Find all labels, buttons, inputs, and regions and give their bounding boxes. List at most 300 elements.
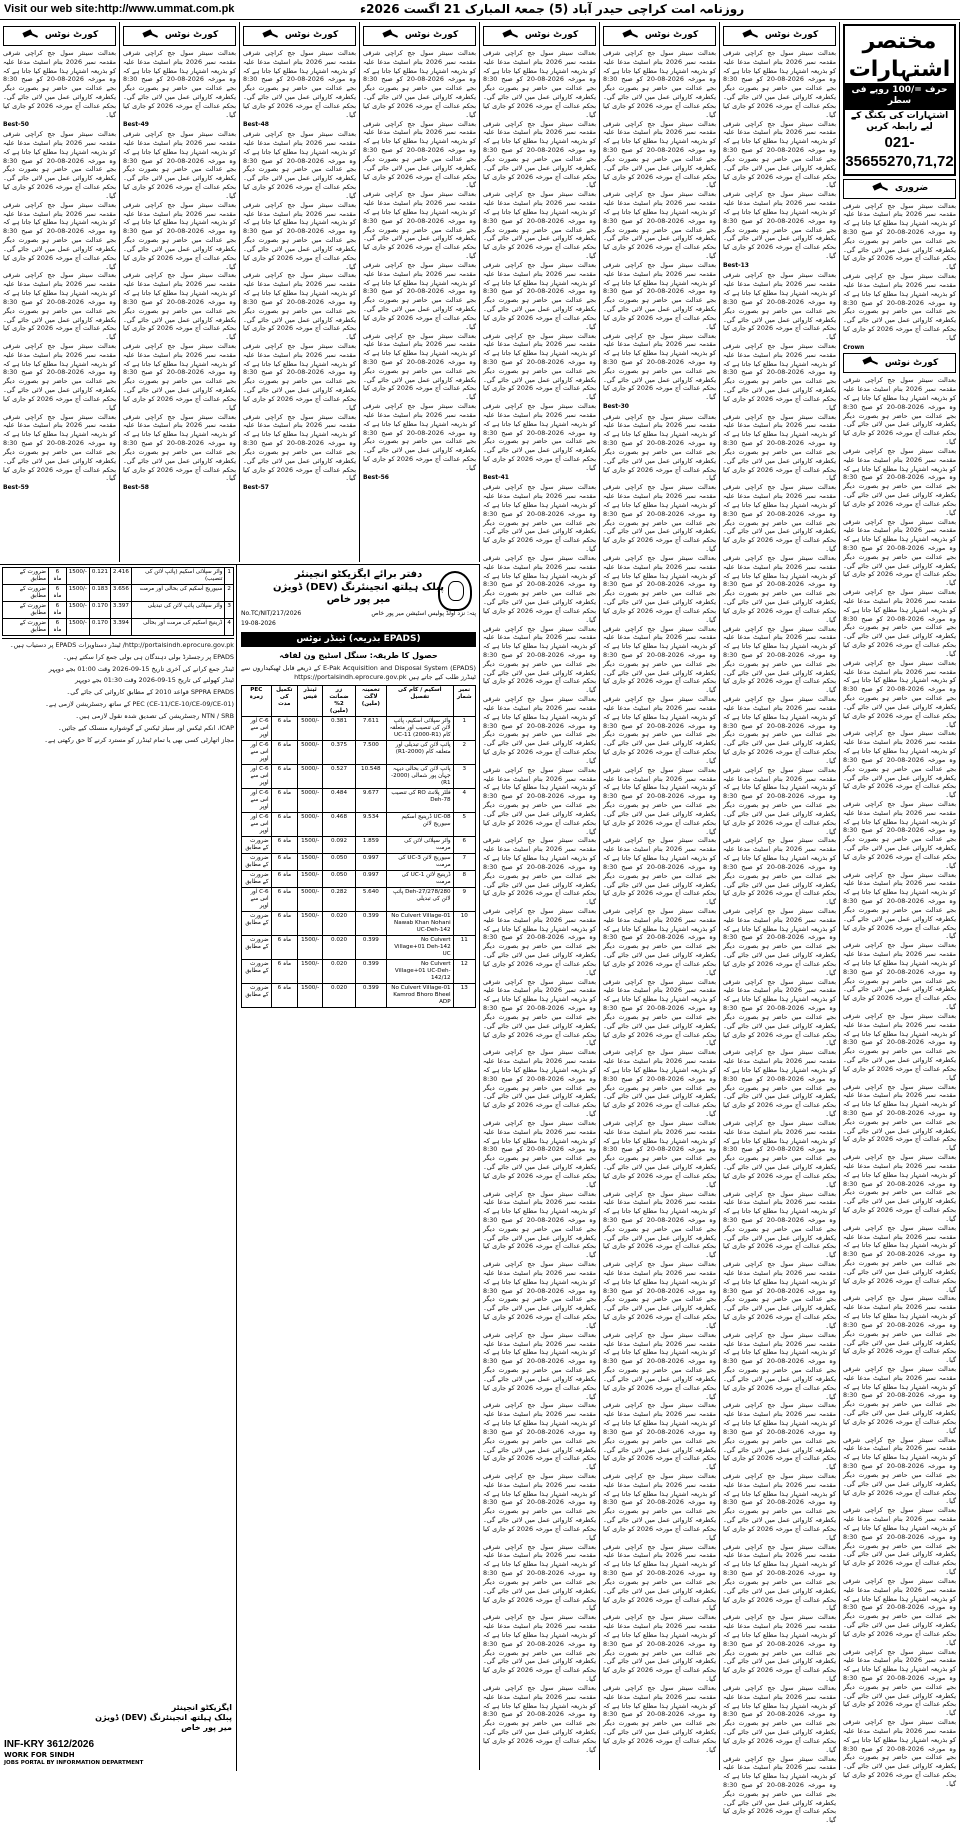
notice-body: بعدالت سینئر سول جج کراچی شرقی مقدمہ نمبر 2026 بنام اسٹیٹ مدعا علیہ کو بذریعہ اشتہار ہذا مطلع کیا جاتا ہے کہ وہ مورخہ 2026-08-20 کو صبح 8:30 بجے عدالت میں حاضر ہو بصورت دیگر یکطرفہ کاروائی عمل میں لائی جائے گی۔ بحکم عدالت آج مورخہ 2026 کو جاری کیا گیا۔ xyxy=(723,836,836,907)
notice-body: بعدالت سینئر سول جج کراچی شرقی مقدمہ نمبر 2026 بنام اسٹیٹ مدعا علیہ کو بذریعہ اشتہار ہذا مطلع کیا جاتا ہے کہ وہ مورخہ 2026-08-20 کو صبح 8:30 بجے عدالت میں حاضر ہو بصورت دیگر یکطرفہ کاروائی عمل میں لائی جائے گی۔ بحکم عدالت آج مورخہ 2026 کو جاری کیا گیا۔ xyxy=(603,625,716,696)
notice-body: بعدالت سینئر سول جج کراچی شرقی مقدمہ نمبر 2026 بنام اسٹیٹ مدعا علیہ کو بذریعہ اشتہار ہذا مطلع کیا جاتا ہے کہ وہ مورخہ 2026-08-20 کو صبح 8:30 بجے عدالت میں حاضر ہو بصورت دیگر یکطرفہ کاروائی عمل میں لائی جائے گی۔ بحکم عدالت آج مورخہ 2026 کو جاری کیا گیا۔ xyxy=(363,190,476,261)
table-header-cell: تخمینہ لاگت (ملین) xyxy=(355,686,386,717)
work-description: Deh-27/278/280 پائپ لائن کی تبدیلی xyxy=(386,888,453,912)
earnest-money: 0.092 xyxy=(323,837,355,854)
notice-body: بعدالت سینئر سول جج کراچی شرقی مقدمہ نمبر 2026 بنام اسٹیٹ مدعا علیہ کو بذریعہ اشتہار ہذا مطلع کیا جاتا ہے کہ وہ مورخہ 2026-08-20 کو صبح 8:30 بجے عدالت میں حاضر ہو بصورت دیگر یکطرفہ کاروائی عمل میں لائی جائے گی۔ بحکم عدالت آج مورخہ 2026 کو جاری کیا گیا۔ xyxy=(723,978,836,1049)
completion-time: 6 ماہ xyxy=(271,854,297,871)
notice-body: بعدالت سینئر سول جج کراچی شرقی مقدمہ نمبر 2026 بنام اسٹیٹ مدعا علیہ کو بذریعہ اشتہار ہذا مطلع کیا جاتا ہے کہ وہ مورخہ 2026-08-20 کو صبح 8:30 بجے عدالت میں حاضر ہو بصورت دیگر یکطرفہ کاروائی عمل میں لائی جائے گی۔ بحکم عدالت آج مورخہ 2026 کو جاری کیا گیا۔ xyxy=(483,120,596,191)
work-description: واٹر سپلائی پائپ لائن کی تبدیلی xyxy=(131,601,225,618)
completion-time: 6 ماہ xyxy=(271,717,297,741)
tender-fee: 1500/- xyxy=(66,568,89,585)
tender-term: ٹینڈر جمع کرانے کی آخری تاریخ 15-09-2026 وقت 01:00 بجے دوپہر xyxy=(2,665,234,674)
notice-body: بعدالت سینئر سول جج کراچی شرقی مقدمہ نمبر 2026 بنام اسٹیٹ مدعا علیہ کو بذریعہ اشتہار ہذا مطلع کیا جاتا ہے کہ وہ مورخہ 2026-08-20 کو صبح 8:30 بجے عدالت میں حاضر ہو بصورت دیگر یکطرفہ کاروائی عمل میں لائی جائے گی۔ بحکم عدالت آج مورخہ 2026 کو جاری کیا گیا۔ xyxy=(363,261,476,332)
work-description: پائپ لائن کی تبدیلی اور متعلقہ کام (2000-R1) xyxy=(386,741,453,765)
tender-term: PEC (CE-11/CE-10/CE-09/CE-01) کے ساتھ رجسٹریشن لازمی ہے۔ xyxy=(2,700,234,709)
table-row xyxy=(242,854,476,871)
notice-body: بعدالت سینئر سول جج کراچی شرقی مقدمہ نمبر 2026 بنام اسٹیٹ مدعا علیہ کو بذریعہ اشتہار ہذا مطلع کیا جاتا ہے کہ وہ مورخہ 2026-08-20 کو صبح 8:30 بجے عدالت میں حاضر ہو بصورت دیگر یکطرفہ کاروائی عمل میں لائی جائے گی۔ بحکم عدالت آج مورخہ 2026 کو جاری کیا گیا۔ xyxy=(483,766,596,837)
notice-body: بعدالت سینئر سول جج کراچی شرقی مقدمہ نمبر 2026 بنام اسٹیٹ مدعا علیہ کو بذریعہ اشتہار ہذا مطلع کیا جاتا ہے کہ وہ مورخہ 2026-08-20 کو صبح 8:30 بجے عدالت میں حاضر ہو بصورت دیگر یکطرفہ کاروائی عمل میں لائی جائے گی۔ بحکم عدالت آج مورخہ 2026 کو جاری کیا گیا۔ xyxy=(603,766,716,837)
tender-table-top xyxy=(2,567,234,636)
notice-body: بعدالت سینئر سول جج کراچی شرقی مقدمہ نمبر 2026 بنام اسٹیٹ مدعا علیہ کو بذریعہ اشتہار ہذا مطلع کیا جاتا ہے کہ وہ مورخہ 2026-08-20 کو صبح 8:30 بجے عدالت میں حاضر ہو بصورت دیگر یکطرفہ کاروائی عمل میں لائی جائے گی۔ بحکم عدالت آج مورخہ 2026 کو جاری کیا گیا۔ xyxy=(843,202,956,273)
work-description: ڈرینیج اسکیم کی مرمت اور بحالی xyxy=(131,618,225,635)
notice-code: Best-30 xyxy=(603,403,716,411)
notice-body: بعدالت سینئر سول جج کراچی شرقی مقدمہ نمبر 2026 بنام اسٹیٹ مدعا علیہ کو بذریعہ اشتہار ہذا مطلع کیا جاتا ہے کہ وہ مورخہ 2026-08-20 کو صبح 8:30 بجے عدالت میں حاضر ہو بصورت دیگر یکطرفہ کاروائی عمل میں لائی جائے گی۔ بحکم عدالت آج مورخہ 2026 کو جاری کیا گیا۔ xyxy=(843,1083,956,1154)
notice-body: بعدالت سینئر سول جج کراچی شرقی مقدمہ نمبر 2026 بنام اسٹیٹ مدعا علیہ کو بذریعہ اشتہار ہذا مطلع کیا جاتا ہے کہ وہ مورخہ 2026-08-20 کو صبح 8:30 بجے عدالت میں حاضر ہو بصورت دیگر یکطرفہ کاروائی عمل میں لائی جائے گی۔ بحکم عدالت آج مورخہ 2026 کو جاری کیا گیا۔ xyxy=(723,1260,836,1331)
place-name: میر پور خاص xyxy=(241,594,476,607)
notice-body: بعدالت سینئر سول جج کراچی شرقی مقدمہ نمبر 2026 بنام اسٹیٹ مدعا علیہ کو بذریعہ اشتہار ہذا مطلع کیا جاتا ہے کہ وہ مورخہ 2026-08-20 کو صبح 8:30 بجے عدالت میں حاضر ہو بصورت دیگر یکطرفہ کاروائی عمل میں لائی جائے گی۔ بحکم عدالت آج مورخہ 2026 کو جاری کیا گیا۔ xyxy=(723,342,836,413)
table-header-cell: زر ضمانت 2% (ملین) xyxy=(323,686,355,717)
table-row xyxy=(242,717,476,741)
earnest-money: 0.121 xyxy=(89,568,110,585)
notice-body: بعدالت سینئر سول جج کراچی شرقی مقدمہ نمبر 2026 بنام اسٹیٹ مدعا علیہ کو بذریعہ اشتہار ہذا مطلع کیا جاتا ہے کہ وہ مورخہ 2026-08-20 کو صبح 8:30 بجے عدالت میں حاضر ہو بصورت دیگر یکطرفہ کاروائی عمل میں لائی جائے گی۔ بحکم عدالت آج مورخہ 2026 کو جاری کیا گیا۔ xyxy=(3,413,116,484)
booking-line: اشتہارات کی بکنگ کے لیے رابطہ کریں xyxy=(845,110,954,135)
notice-body: بعدالت سینئر سول جج کراچی شرقی مقدمہ نمبر 2026 بنام اسٹیٹ مدعا علیہ کو بذریعہ اشتہار ہذا مطلع کیا جاتا ہے کہ وہ مورخہ 2026-08-20 کو صبح 8:30 بجے عدالت میں حاضر ہو بصورت دیگر یکطرفہ کاروائی عمل میں لائی جائے گی۔ بحکم عدالت آج مورخہ 2026 کو جاری کیا گیا۔ xyxy=(483,1331,596,1402)
tender-footer xyxy=(4,1703,232,1767)
notice-body: بعدالت سینئر سول جج کراچی شرقی مقدمہ نمبر 2026 بنام اسٹیٹ مدعا علیہ کو بذریعہ اشتہار ہذا مطلع کیا جاتا ہے کہ وہ مورخہ 2026-08-20 کو صبح 8:30 بجے عدالت میں حاضر ہو بصورت دیگر یکطرفہ کاروائی عمل میں لائی جائے گی۔ بحکم عدالت آج مورخہ 2026 کو جاری کیا گیا۔ xyxy=(483,1613,596,1684)
serial-number: 12 xyxy=(453,959,475,983)
tender-fee: 1500/- xyxy=(298,983,323,1007)
table-header-cell: نمبر شمار xyxy=(453,686,475,717)
work-description: 01-No Culvert Village Kamrod Bhoro Bheel ADP xyxy=(386,983,453,1007)
dateline: روزنامہ امت کراچی حیدر آباد (5) جمعۃ المبارک 21 اگست 2026ء xyxy=(360,2,744,17)
notice-body: بعدالت سینئر سول جج کراچی شرقی مقدمہ نمبر 2026 بنام اسٹیٹ مدعا علیہ کو بذریعہ اشتہار ہذا مطلع کیا جاتا ہے کہ وہ مورخہ 2026-08-20 کو صبح 8:30 بجے عدالت میں حاضر ہو بصورت دیگر یکطرفہ کاروائی عمل میں لائی جائے گی۔ بحکم عدالت آج مورخہ 2026 کو جاری کیا گیا۔ xyxy=(123,49,236,120)
completion-time: 6 ماہ xyxy=(271,888,297,912)
notice-code: Best-48 xyxy=(243,121,356,129)
notice-body: بعدالت سینئر سول جج کراچی شرقی مقدمہ نمبر 2026 بنام اسٹیٹ مدعا علیہ کو بذریعہ اشتہار ہذا مطلع کیا جاتا ہے کہ وہ مورخہ 2026-08-20 کو صبح 8:30 بجے عدالت میں حاضر ہو بصورت دیگر یکطرفہ کاروائی عمل میں لائی جائے گی۔ بحکم عدالت آج مورخہ 2026 کو جاری کیا گیا۔ xyxy=(843,729,956,800)
pec-category: ضرورت کے مطابق xyxy=(242,935,272,959)
notice-body: بعدالت سینئر سول جج کراچی شرقی مقدمہ نمبر 2026 بنام اسٹیٹ مدعا علیہ کو بذریعہ اشتہار ہذا مطلع کیا جاتا ہے کہ وہ مورخہ 2026-08-20 کو صبح 8:30 بجے عدالت میں حاضر ہو بصورت دیگر یکطرفہ کاروائی عمل میں لائی جائے گی۔ بحکم عدالت آج مورخہ 2026 کو جاری کیا گیا۔ xyxy=(483,1190,596,1261)
table-row xyxy=(242,765,476,789)
pec-category: ضرورت کے مطابق xyxy=(242,959,272,983)
estimated-cost: 3.397 xyxy=(110,601,131,618)
serial-number: 4 xyxy=(225,618,234,635)
work-description: فلٹر پلانٹ RO کی تنصیب Deh-78 xyxy=(386,789,453,813)
serial-number: 8 xyxy=(453,871,475,888)
notice-body: بعدالت سینئر سول جج کراچی شرقی مقدمہ نمبر 2026 بنام اسٹیٹ مدعا علیہ کو بذریعہ اشتہار ہذا مطلع کیا جاتا ہے کہ وہ مورخہ 2026-08-20 کو صبح 8:30 بجے عدالت میں حاضر ہو بصورت دیگر یکطرفہ کاروائی عمل میں لائی جائے گی۔ بحکم عدالت آج مورخہ 2026 کو جاری کیا گیا۔ xyxy=(603,978,716,1049)
notice-body: بعدالت سینئر سول جج کراچی شرقی مقدمہ نمبر 2026 بنام اسٹیٹ مدعا علیہ کو بذریعہ اشتہار ہذا مطلع کیا جاتا ہے کہ وہ مورخہ 2026-08-20 کو صبح 8:30 بجے عدالت میں حاضر ہو بصورت دیگر یکطرفہ کاروائی عمل میں لائی جائے گی۔ بحکم عدالت آج مورخہ 2026 کو جاری کیا گیا۔ xyxy=(843,1365,956,1436)
notice-body: بعدالت سینئر سول جج کراچی شرقی مقدمہ نمبر 2026 بنام اسٹیٹ مدعا علیہ کو بذریعہ اشتہار ہذا مطلع کیا جاتا ہے کہ وہ مورخہ 2026-08-20 کو صبح 8:30 بجے عدالت میں حاضر ہو بصورت دیگر یکطرفہ کاروائی عمل میں لائی جائے گی۔ بحکم عدالت آج مورخہ 2026 کو جاری کیا گیا۔ xyxy=(483,1472,596,1543)
pec-category: C-6 اور اس سے اوپر xyxy=(242,741,272,765)
notice-body: بعدالت سینئر سول جج کراچی شرقی مقدمہ نمبر 2026 بنام اسٹیٹ مدعا علیہ کو بذریعہ اشتہار ہذا مطلع کیا جاتا ہے کہ وہ مورخہ 2026-08-20 کو صبح 8:30 بجے عدالت میں حاضر ہو بصورت دیگر یکطرفہ کاروائی عمل میں لائی جائے گی۔ بحکم عدالت آج مورخہ 2026 کو جاری کیا گیا۔ xyxy=(603,190,716,261)
tender-fee: 5000/- xyxy=(298,789,323,813)
notice-body: بعدالت سینئر سول جج کراچی شرقی مقدمہ نمبر 2026 بنام اسٹیٹ مدعا علیہ کو بذریعہ اشتہار ہذا مطلع کیا جاتا ہے کہ وہ مورخہ 2026-08-20 کو صبح 8:30 بجے عدالت میں حاضر ہو بصورت دیگر یکطرفہ کاروائی عمل میں لائی جائے گی۔ بحکم عدالت آج مورخہ 2026 کو جاری کیا گیا۔ xyxy=(603,1401,716,1472)
work-description: 01-No Culvert Village Nawab Khan Nohani UC-Deh-142 xyxy=(386,911,453,935)
court-notice-banner: کورٹ نوٹس xyxy=(483,26,596,46)
inf-number: INF-KRY 3612/2026 xyxy=(4,1739,232,1752)
table-row xyxy=(242,789,476,813)
office-name: دفتر برائے ایگزیکٹو انجینئر xyxy=(241,569,476,582)
notice-body: بعدالت سینئر سول جج کراچی شرقی مقدمہ نمبر 2026 بنام اسٹیٹ مدعا علیہ کو بذریعہ اشتہار ہذا مطلع کیا جاتا ہے کہ وہ مورخہ 2026-08-20 کو صبح 8:30 بجے عدالت میں حاضر ہو بصورت دیگر یکطرفہ کاروائی عمل میں لائی جائے گی۔ بحکم عدالت آج مورخہ 2026 کو جاری کیا گیا۔ xyxy=(603,554,716,625)
reference-line xyxy=(241,610,476,618)
notice-body: بعدالت سینئر سول جج کراچی شرقی مقدمہ نمبر 2026 بنام اسٹیٹ مدعا علیہ کو بذریعہ اشتہار ہذا مطلع کیا جاتا ہے کہ وہ مورخہ 2026-08-20 کو صبح 8:30 بجے عدالت میں حاضر ہو بصورت دیگر یکطرفہ کاروائی عمل میں لائی جائے گی۔ بحکم عدالت آج مورخہ 2026 کو جاری کیا گیا۔ xyxy=(243,130,356,201)
notice-body: بعدالت سینئر سول جج کراچی شرقی مقدمہ نمبر 2026 بنام اسٹیٹ مدعا علیہ کو بذریعہ اشتہار ہذا مطلع کیا جاتا ہے کہ وہ مورخہ 2026-08-20 کو صبح 8:30 بجے عدالت میں حاضر ہو بصورت دیگر یکطرفہ کاروائی عمل میں لائی جائے گی۔ بحکم عدالت آج مورخہ 2026 کو جاری کیا گیا۔ xyxy=(723,49,836,120)
estimated-cost: 0.399 xyxy=(355,959,386,983)
table-row xyxy=(242,813,476,837)
estimated-cost: 0.399 xyxy=(355,911,386,935)
ref-address: پتہ: نزد اولڈ پولیس اسٹیشن میر پور خاص xyxy=(371,610,476,618)
notice-body: بعدالت سینئر سول جج کراچی شرقی مقدمہ نمبر 2026 بنام اسٹیٹ مدعا علیہ کو بذریعہ اشتہار ہذا مطلع کیا جاتا ہے کہ وہ مورخہ 2026-08-20 کو صبح 8:30 بجے عدالت میں حاضر ہو بصورت دیگر یکطرفہ کاروائی عمل میں لائی جائے گی۔ بحکم عدالت آج مورخہ 2026 کو جاری کیا گیا۔ xyxy=(483,625,596,696)
jobs-portal: JOBS PORTAL BY INFORMATION DEPARTMENT xyxy=(4,1760,232,1767)
notice-body: بعدالت سینئر سول جج کراچی شرقی مقدمہ نمبر 2026 بنام اسٹیٹ مدعا علیہ کو بذریعہ اشتہار ہذا مطلع کیا جاتا ہے کہ وہ مورخہ 2026-08-20 کو صبح 8:30 بجے عدالت میں حاضر ہو بصورت دیگر یکطرفہ کاروائی عمل میں لائی جائے گی۔ بحکم عدالت آج مورخہ 2026 کو جاری کیا گیا۔ xyxy=(843,1648,956,1719)
tender-notice xyxy=(0,564,480,1770)
tender-fee: 5000/- xyxy=(298,765,323,789)
notice-body: بعدالت سینئر سول جج کراچی شرقی مقدمہ نمبر 2026 بنام اسٹیٹ مدعا علیہ کو بذریعہ اشتہار ہذا مطلع کیا جاتا ہے کہ وہ مورخہ 2026-08-20 کو صبح 8:30 بجے عدالت میں حاضر ہو بصورت دیگر یکطرفہ کاروائی عمل میں لائی جائے گی۔ بحکم عدالت آج مورخہ 2026 کو جاری کیا گیا۔ xyxy=(3,49,116,120)
notice-body: بعدالت سینئر سول جج کراچی شرقی مقدمہ نمبر 2026 بنام اسٹیٹ مدعا علیہ کو بذریعہ اشتہار ہذا مطلع کیا جاتا ہے کہ وہ مورخہ 2026-08-20 کو صبح 8:30 بجے عدالت میں حاضر ہو بصورت دیگر یکطرفہ کاروائی عمل میں لائی جائے گی۔ بحکم عدالت آج مورخہ 2026 کو جاری کیا گیا۔ xyxy=(3,271,116,342)
table-row xyxy=(3,584,234,601)
work-description: واٹر سپلائی اسکیم، پائپ لائن کی تنصیب اور متعلقہ کام UC-11 (2000-R1) xyxy=(386,717,453,741)
completion-time: 6 ماہ xyxy=(271,765,297,789)
pec-category: ضرورت کے مطابق xyxy=(3,618,49,635)
notice-body: بعدالت سینئر سول جج کراچی شرقی مقدمہ نمبر 2026 بنام اسٹیٹ مدعا علیہ کو بذریعہ اشتہار ہذا مطلع کیا جاتا ہے کہ وہ مورخہ 2026-08-20 کو صبح 8:30 بجے عدالت میں حاضر ہو بصورت دیگر یکطرفہ کاروائی عمل میں لائی جائے گی۔ بحکم عدالت آج مورخہ 2026 کو جاری کیا گیا۔ xyxy=(843,1294,956,1365)
notice-body: بعدالت سینئر سول جج کراچی شرقی مقدمہ نمبر 2026 بنام اسٹیٹ مدعا علیہ کو بذریعہ اشتہار ہذا مطلع کیا جاتا ہے کہ وہ مورخہ 2026-08-20 کو صبح 8:30 بجے عدالت میں حاضر ہو بصورت دیگر یکطرفہ کاروائی عمل میں لائی جائے گی۔ بحکم عدالت آج مورخہ 2026 کو جاری کیا گیا۔ xyxy=(483,483,596,554)
notice-body: بعدالت سینئر سول جج کراچی شرقی مقدمہ نمبر 2026 بنام اسٹیٹ مدعا علیہ کو بذریعہ اشتہار ہذا مطلع کیا جاتا ہے کہ وہ مورخہ 2026-08-20 کو صبح 8:30 بجے عدالت میں حاضر ہو بصورت دیگر یکطرفہ کاروائی عمل میں لائی جائے گی۔ بحکم عدالت آج مورخہ 2026 کو جاری کیا گیا۔ xyxy=(483,190,596,261)
court-notice-banner: کورٹ نوٹس xyxy=(243,26,356,46)
notice-body: بعدالت سینئر سول جج کراچی شرقی مقدمہ نمبر 2026 بنام اسٹیٹ مدعا علیہ کو بذریعہ اشتہار ہذا مطلع کیا جاتا ہے کہ وہ مورخہ 2026-08-20 کو صبح 8:30 بجے عدالت میں حاضر ہو بصورت دیگر یکطرفہ کاروائی عمل میں لائی جائے گی۔ بحکم عدالت آج مورخہ 2026 کو جاری کیا گیا۔ xyxy=(603,332,716,403)
serial-number: 2 xyxy=(453,741,475,765)
pec-category: ضرورت کے مطابق xyxy=(242,837,272,854)
work-description: سیوریج اسکیم کی بحالی اور مرمت xyxy=(131,584,225,601)
earnest-money: 0.020 xyxy=(323,911,355,935)
notice-code: Best-56 xyxy=(363,474,476,482)
notice-column-8 xyxy=(0,22,120,562)
court-notice-banner: کورٹ نوٹس xyxy=(3,26,116,46)
notice-body: بعدالت سینئر سول جج کراچی شرقی مقدمہ نمبر 2026 بنام اسٹیٹ مدعا علیہ کو بذریعہ اشتہار ہذا مطلع کیا جاتا ہے کہ وہ مورخہ 2026-08-20 کو صبح 8:30 بجے عدالت میں حاضر ہو بصورت دیگر یکطرفہ کاروائی عمل میں لائی جائے گی۔ بحکم عدالت آج مورخہ 2026 کو جاری کیا گیا۔ xyxy=(723,1543,836,1614)
estimated-cost: 0.997 xyxy=(355,871,386,888)
tender-term: http://portalsindh.eprocure.gov.pk/ ٹینڈر دستاویزات EPADS پر دستیاب ہیں۔ xyxy=(2,641,234,650)
earnest-money: 0.170 xyxy=(89,618,110,635)
notice-body: بعدالت سینئر سول جج کراچی شرقی مقدمہ نمبر 2026 بنام اسٹیٹ مدعا علیہ کو بذریعہ اشتہار ہذا مطلع کیا جاتا ہے کہ وہ مورخہ 2026-08-20 کو صبح 8:30 بجے عدالت میں حاضر ہو بصورت دیگر یکطرفہ کاروائی عمل میں لائی جائے گی۔ بحکم عدالت آج مورخہ 2026 کو جاری کیا گیا۔ xyxy=(603,1613,716,1684)
notice-body: بعدالت سینئر سول جج کراچی شرقی مقدمہ نمبر 2026 بنام اسٹیٹ مدعا علیہ کو بذریعہ اشتہار ہذا مطلع کیا جاتا ہے کہ وہ مورخہ 2026-08-20 کو صبح 8:30 بجے عدالت میں حاضر ہو بصورت دیگر یکطرفہ کاروائی عمل میں لائی جائے گی۔ بحکم عدالت آج مورخہ 2026 کو جاری کیا گیا۔ xyxy=(483,332,596,403)
notice-body: بعدالت سینئر سول جج کراچی شرقی مقدمہ نمبر 2026 بنام اسٹیٹ مدعا علیہ کو بذریعہ اشتہار ہذا مطلع کیا جاتا ہے کہ وہ مورخہ 2026-08-20 کو صبح 8:30 بجے عدالت میں حاضر ہو بصورت دیگر یکطرفہ کاروائی عمل میں لائی جائے گی۔ بحکم عدالت آج مورخہ 2026 کو جاری کیا گیا۔ xyxy=(243,342,356,413)
tender-table xyxy=(241,685,476,1007)
completion-time: 6 ماہ xyxy=(271,741,297,765)
tender-continuation xyxy=(0,565,237,1771)
notice-body: بعدالت سینئر سول جج کراچی شرقی مقدمہ نمبر 2026 بنام اسٹیٹ مدعا علیہ کو بذریعہ اشتہار ہذا مطلع کیا جاتا ہے کہ وہ مورخہ 2026-08-20 کو صبح 8:30 بجے عدالت میں حاضر ہو بصورت دیگر یکطرفہ کاروائی عمل میں لائی جائے گی۔ بحکم عدالت آج مورخہ 2026 کو جاری کیا گیا۔ xyxy=(723,907,836,978)
notice-body: بعدالت سینئر سول جج کراچی شرقی مقدمہ نمبر 2026 بنام اسٹیٹ مدعا علیہ کو بذریعہ اشتہار ہذا مطلع کیا جاتا ہے کہ وہ مورخہ 2026-08-20 کو صبح 8:30 بجے عدالت میں حاضر ہو بصورت دیگر یکطرفہ کاروائی عمل میں لائی جائے گی۔ بحکم عدالت آج مورخہ 2026 کو جاری کیا گیا۔ xyxy=(723,1119,836,1190)
notice-body: بعدالت سینئر سول جج کراچی شرقی مقدمہ نمبر 2026 بنام اسٹیٹ مدعا علیہ کو بذریعہ اشتہار ہذا مطلع کیا جاتا ہے کہ وہ مورخہ 2026-08-20 کو صبح 8:30 بجے عدالت میں حاضر ہو بصورت دیگر یکطرفہ کاروائی عمل میں لائی جائے گی۔ بحکم عدالت آج مورخہ 2026 کو جاری کیا گیا۔ xyxy=(723,1472,836,1543)
classified-title: مختصر اشتہارات xyxy=(845,28,954,83)
tender-term: SPPRA EPADS قواعد 2010 کے مطابق کاروائی کی جائے گی۔ xyxy=(2,688,234,697)
gavel-icon xyxy=(381,30,399,42)
serial-number: 3 xyxy=(225,601,234,618)
notice-body: بعدالت سینئر سول جج کراچی شرقی مقدمہ نمبر 2026 بنام اسٹیٹ مدعا علیہ کو بذریعہ اشتہار ہذا مطلع کیا جاتا ہے کہ وہ مورخہ 2026-08-20 کو صبح 8:30 بجے عدالت میں حاضر ہو بصورت دیگر یکطرفہ کاروائی عمل میں لائی جائے گی۔ بحکم عدالت آج مورخہ 2026 کو جاری کیا گیا۔ xyxy=(603,120,716,191)
notice-body: بعدالت سینئر سول جج کراچی شرقی مقدمہ نمبر 2026 بنام اسٹیٹ مدعا علیہ کو بذریعہ اشتہار ہذا مطلع کیا جاتا ہے کہ وہ مورخہ 2026-08-20 کو صبح 8:30 بجے عدالت میں حاضر ہو بصورت دیگر یکطرفہ کاروائی عمل میں لائی جائے گی۔ بحکم عدالت آج مورخہ 2026 کو جاری کیا گیا۔ xyxy=(843,800,956,871)
earnest-money: 0.020 xyxy=(323,959,355,983)
gavel-icon xyxy=(621,30,639,42)
notice-code: Best-58 xyxy=(123,484,236,492)
court-notice-banner: کورٹ نوٹس xyxy=(603,26,716,46)
earnest-money: 0.484 xyxy=(323,789,355,813)
signature-division: پبلک ہیلتھ انجینئرنگ (DEV) ڈویژن xyxy=(4,1713,232,1723)
notice-body: بعدالت سینئر سول جج کراچی شرقی مقدمہ نمبر 2026 بنام اسٹیٹ مدعا علیہ کو بذریعہ اشتہار ہذا مطلع کیا جاتا ہے کہ وہ مورخہ 2026-08-20 کو صبح 8:30 بجے عدالت میں حاضر ہو بصورت دیگر یکطرفہ کاروائی عمل میں لائی جائے گی۔ بحکم عدالت آج مورخہ 2026 کو جاری کیا گیا۔ xyxy=(603,1048,716,1119)
notice-column-4 xyxy=(480,22,600,1770)
notice-body: بعدالت سینئر سول جج کراچی شرقی مقدمہ نمبر 2026 بنام اسٹیٹ مدعا علیہ کو بذریعہ اشتہار ہذا مطلع کیا جاتا ہے کہ وہ مورخہ 2026-08-20 کو صبح 8:30 بجے عدالت میں حاضر ہو بصورت دیگر یکطرفہ کاروائی عمل میں لائی جائے گی۔ بحکم عدالت آج مورخہ 2026 کو جاری کیا گیا۔ xyxy=(603,261,716,332)
notice-body: بعدالت سینئر سول جج کراچی شرقی مقدمہ نمبر 2026 بنام اسٹیٹ مدعا علیہ کو بذریعہ اشتہار ہذا مطلع کیا جاتا ہے کہ وہ مورخہ 2026-08-20 کو صبح 8:30 بجے عدالت میں حاضر ہو بصورت دیگر یکطرفہ کاروائی عمل میں لائی جائے گی۔ بحکم عدالت آج مورخہ 2026 کو جاری کیا گیا۔ xyxy=(483,907,596,978)
notice-body: بعدالت سینئر سول جج کراچی شرقی مقدمہ نمبر 2026 بنام اسٹیٹ مدعا علیہ کو بذریعہ اشتہار ہذا مطلع کیا جاتا ہے کہ وہ مورخہ 2026-08-20 کو صبح 8:30 بجے عدالت میں حاضر ہو بصورت دیگر یکطرفہ کاروائی عمل میں لائی جائے گی۔ بحکم عدالت آج مورخہ 2026 کو جاری کیا گیا۔ xyxy=(723,120,836,191)
earnest-money: 0.020 xyxy=(323,983,355,1007)
classified-header xyxy=(843,24,956,176)
table-row xyxy=(242,888,476,912)
notice-code: Crown xyxy=(843,344,956,352)
notice-body: بعدالت سینئر سول جج کراچی شرقی مقدمہ نمبر 2026 بنام اسٹیٹ مدعا علیہ کو بذریعہ اشتہار ہذا مطلع کیا جاتا ہے کہ وہ مورخہ 2026-08-20 کو صبح 8:30 بجے عدالت میں حاضر ہو بصورت دیگر یکطرفہ کاروائی عمل میں لائی جائے گی۔ بحکم عدالت آج مورخہ 2026 کو جاری کیا گیا۔ xyxy=(843,941,956,1012)
tender-fee: 1500/- xyxy=(298,911,323,935)
notice-code: Best-49 xyxy=(123,121,236,129)
estimated-cost: 3.394 xyxy=(110,618,131,635)
pec-category: C-6 اور اس سے اوپر xyxy=(242,789,272,813)
work-for-sindh: WORK FOR SINDH xyxy=(4,1751,232,1760)
notice-body: بعدالت سینئر سول جج کراچی شرقی مقدمہ نمبر 2026 بنام اسٹیٹ مدعا علیہ کو بذریعہ اشتہار ہذا مطلع کیا جاتا ہے کہ وہ مورخہ 2026-08-20 کو صبح 8:30 بجے عدالت میں حاضر ہو بصورت دیگر یکطرفہ کاروائی عمل میں لائی جائے گی۔ بحکم عدالت آج مورخہ 2026 کو جاری کیا گیا۔ xyxy=(723,413,836,484)
serial-number: 3 xyxy=(453,765,475,789)
notice-body: بعدالت سینئر سول جج کراچی شرقی مقدمہ نمبر 2026 بنام اسٹیٹ مدعا علیہ کو بذریعہ اشتہار ہذا مطلع کیا جاتا ہے کہ وہ مورخہ 2026-08-20 کو صبح 8:30 بجے عدالت میں حاضر ہو بصورت دیگر یکطرفہ کاروائی عمل میں لائی جائے گی۔ بحکم عدالت آج مورخہ 2026 کو جاری کیا گیا۔ xyxy=(243,271,356,342)
notice-body: بعدالت سینئر سول جج کراچی شرقی مقدمہ نمبر 2026 بنام اسٹیٹ مدعا علیہ کو بذریعہ اشتہار ہذا مطلع کیا جاتا ہے کہ وہ مورخہ 2026-08-20 کو صبح 8:30 بجے عدالت میں حاضر ہو بصورت دیگر یکطرفہ کاروائی عمل میں لائی جائے گی۔ بحکم عدالت آج مورخہ 2026 کو جاری کیا گیا۔ xyxy=(483,836,596,907)
notice-body: بعدالت سینئر سول جج کراچی شرقی مقدمہ نمبر 2026 بنام اسٹیٹ مدعا علیہ کو بذریعہ اشتہار ہذا مطلع کیا جاتا ہے کہ وہ مورخہ 2026-08-20 کو صبح 8:30 بجے عدالت میں حاضر ہو بصورت دیگر یکطرفہ کاروائی عمل میں لائی جائے گی۔ بحکم عدالت آج مورخہ 2026 کو جاری کیا گیا۔ xyxy=(723,625,836,696)
tender-fee: 5000/- xyxy=(298,813,323,837)
gavel-icon xyxy=(261,30,279,42)
court-notice-banner: کورٹ نوٹس xyxy=(363,26,476,46)
notice-body: بعدالت سینئر سول جج کراچی شرقی مقدمہ نمبر 2026 بنام اسٹیٹ مدعا علیہ کو بذریعہ اشتہار ہذا مطلع کیا جاتا ہے کہ وہ مورخہ 2026-08-20 کو صبح 8:30 بجے عدالت میں حاضر ہو بصورت دیگر یکطرفہ کاروائی عمل میں لائی جائے گی۔ بحکم عدالت آج مورخہ 2026 کو جاری کیا گیا۔ xyxy=(723,766,836,837)
pec-category: ضرورت کے مطابق xyxy=(242,911,272,935)
serial-number: 9 xyxy=(453,888,475,912)
masthead xyxy=(0,0,960,20)
estimated-cost: 0.997 xyxy=(355,854,386,871)
notice-body: بعدالت سینئر سول جج کراچی شرقی مقدمہ نمبر 2026 بنام اسٹیٹ مدعا علیہ کو بذریعہ اشتہار ہذا مطلع کیا جاتا ہے کہ وہ مورخہ 2026-08-20 کو صبح 8:30 بجے عدالت میں حاضر ہو بصورت دیگر یکطرفہ کاروائی عمل میں لائی جائے گی۔ بحکم عدالت آج مورخہ 2026 کو جاری کیا گیا۔ xyxy=(603,836,716,907)
epads-title: ٹینڈر نوٹس (بذریعہ EPADS) xyxy=(241,632,476,647)
notice-body: بعدالت سینئر سول جج کراچی شرقی مقدمہ نمبر 2026 بنام اسٹیٹ مدعا علیہ کو بذریعہ اشتہار ہذا مطلع کیا جاتا ہے کہ وہ مورخہ 2026-08-20 کو صبح 8:30 بجے عدالت میں حاضر ہو بصورت دیگر یکطرفہ کاروائی عمل میں لائی جائے گی۔ بحکم عدالت آج مورخہ 2026 کو جاری کیا گیا۔ xyxy=(483,1048,596,1119)
notice-body: بعدالت سینئر سول جج کراچی شرقی مقدمہ نمبر 2026 بنام اسٹیٹ مدعا علیہ کو بذریعہ اشتہار ہذا مطلع کیا جاتا ہے کہ وہ مورخہ 2026-08-20 کو صبح 8:30 بجے عدالت میں حاضر ہو بصورت دیگر یکطرفہ کاروائی عمل میں لائی جائے گی۔ بحکم عدالت آج مورخہ 2026 کو جاری کیا گیا۔ xyxy=(363,49,476,120)
court-notice-banner: کورٹ نوٹس xyxy=(123,26,236,46)
estimated-cost: 7.611 xyxy=(355,717,386,741)
serial-number: 1 xyxy=(225,568,234,585)
notice-body: بعدالت سینئر سول جج کراچی شرقی مقدمہ نمبر 2026 بنام اسٹیٹ مدعا علیہ کو بذریعہ اشتہار ہذا مطلع کیا جاتا ہے کہ وہ مورخہ 2026-08-20 کو صبح 8:30 بجے عدالت میں حاضر ہو بصورت دیگر یکطرفہ کاروائی عمل میں لائی جائے گی۔ بحکم عدالت آج مورخہ 2026 کو جاری کیا گیا۔ xyxy=(483,1543,596,1614)
notice-body: بعدالت سینئر سول جج کراچی شرقی مقدمہ نمبر 2026 بنام اسٹیٹ مدعا علیہ کو بذریعہ اشتہار ہذا مطلع کیا جاتا ہے کہ وہ مورخہ 2026-08-20 کو صبح 8:30 بجے عدالت میں حاضر ہو بصورت دیگر یکطرفہ کاروائی عمل میں لائی جائے گی۔ بحکم عدالت آج مورخہ 2026 کو جاری کیا گیا۔ xyxy=(3,130,116,201)
pec-category: ضرورت کے مطابق xyxy=(3,568,49,585)
estimated-cost: 5.640 xyxy=(355,888,386,912)
division-name: پبلک ہیلتھ انجینئرنگ (DEV) ڈویژن xyxy=(241,582,476,595)
procurement-mode: حصول کا طریقہ: سنگل اسٹیج ون لفافہ xyxy=(241,651,476,661)
work-description: سیوریج لائن UC-3 کی مرمت xyxy=(386,854,453,871)
notice-body: بعدالت سینئر سول جج کراچی شرقی مقدمہ نمبر 2026 بنام اسٹیٹ مدعا علیہ کو بذریعہ اشتہار ہذا مطلع کیا جاتا ہے کہ وہ مورخہ 2026-08-20 کو صبح 8:30 بجے عدالت میں حاضر ہو بصورت دیگر یکطرفہ کاروائی عمل میں لائی جائے گی۔ بحکم عدالت آج مورخہ 2026 کو جاری کیا گیا۔ xyxy=(123,342,236,413)
notice-body: بعدالت سینئر سول جج کراچی شرقی مقدمہ نمبر 2026 بنام اسٹیٹ مدعا علیہ کو بذریعہ اشتہار ہذا مطلع کیا جاتا ہے کہ وہ مورخہ 2026-08-20 کو صبح 8:30 بجے عدالت میں حاضر ہو بصورت دیگر یکطرفہ کاروائی عمل میں لائی جائے گی۔ بحکم عدالت آج مورخہ 2026 کو جاری کیا گیا۔ xyxy=(843,659,956,730)
notice-body: بعدالت سینئر سول جج کراچی شرقی مقدمہ نمبر 2026 بنام اسٹیٹ مدعا علیہ کو بذریعہ اشتہار ہذا مطلع کیا جاتا ہے کہ وہ مورخہ 2026-08-20 کو صبح 8:30 بجے عدالت میں حاضر ہو بصورت دیگر یکطرفہ کاروائی عمل میں لائی جائے گی۔ بحکم عدالت آج مورخہ 2026 کو جاری کیا گیا۔ xyxy=(123,201,236,272)
pec-category: C-6 اور اس سے اوپر xyxy=(242,813,272,837)
notice-body: بعدالت سینئر سول جج کراچی شرقی مقدمہ نمبر 2026 بنام اسٹیٹ مدعا علیہ کو بذریعہ اشتہار ہذا مطلع کیا جاتا ہے کہ وہ مورخہ 2026-08-20 کو صبح 8:30 بجے عدالت میں حاضر ہو بصورت دیگر یکطرفہ کاروائی عمل میں لائی جائے گی۔ بحکم عدالت آج مورخہ 2026 کو جاری کیا گیا۔ xyxy=(483,1119,596,1190)
estimated-cost: 0.399 xyxy=(355,935,386,959)
gavel-icon xyxy=(861,357,879,369)
tender-term: NTN / SRB رجسٹریشن کی تصدیق شدہ نقول لازمی ہیں۔ xyxy=(2,712,234,721)
notice-body: بعدالت سینئر سول جج کراچی شرقی مقدمہ نمبر 2026 بنام اسٹیٹ مدعا علیہ کو بذریعہ اشتہار ہذا مطلع کیا جاتا ہے کہ وہ مورخہ 2026-08-20 کو صبح 8:30 بجے عدالت میں حاضر ہو بصورت دیگر یکطرفہ کاروائی عمل میں لائی جائے گی۔ بحکم عدالت آج مورخہ 2026 کو جاری کیا گیا۔ xyxy=(123,413,236,484)
notice-body: بعدالت سینئر سول جج کراچی شرقی مقدمہ نمبر 2026 بنام اسٹیٹ مدعا علیہ کو بذریعہ اشتہار ہذا مطلع کیا جاتا ہے کہ وہ مورخہ 2026-08-20 کو صبح 8:30 بجے عدالت میں حاضر ہو بصورت دیگر یکطرفہ کاروائی عمل میں لائی جائے گی۔ بحکم عدالت آج مورخہ 2026 کو جاری کیا گیا۔ xyxy=(723,1755,836,1825)
gavel-icon xyxy=(871,183,889,195)
notice-body: بعدالت سینئر سول جج کراچی شرقی مقدمہ نمبر 2026 بنام اسٹیٹ مدعا علیہ کو بذریعہ اشتہار ہذا مطلع کیا جاتا ہے کہ وہ مورخہ 2026-08-20 کو صبح 8:30 بجے عدالت میں حاضر ہو بصورت دیگر یکطرفہ کاروائی عمل میں لائی جائے گی۔ بحکم عدالت آج مورخہ 2026 کو جاری کیا گیا۔ xyxy=(603,907,716,978)
notice-body: بعدالت سینئر سول جج کراچی شرقی مقدمہ نمبر 2026 بنام اسٹیٹ مدعا علیہ کو بذریعہ اشتہار ہذا مطلع کیا جاتا ہے کہ وہ مورخہ 2026-08-20 کو صبح 8:30 بجے عدالت میں حاضر ہو بصورت دیگر یکطرفہ کاروائی عمل میں لائی جائے گی۔ بحکم عدالت آج مورخہ 2026 کو جاری کیا گیا۔ xyxy=(843,1012,956,1083)
work-description: واٹر سپلائی لائن کی مرمت xyxy=(386,837,453,854)
notice-body: بعدالت سینئر سول جج کراچی شرقی مقدمہ نمبر 2026 بنام اسٹیٹ مدعا علیہ کو بذریعہ اشتہار ہذا مطلع کیا جاتا ہے کہ وہ مورخہ 2026-08-20 کو صبح 8:30 بجے عدالت میں حاضر ہو بصورت دیگر یکطرفہ کاروائی عمل میں لائی جائے گی۔ بحکم عدالت آج مورخہ 2026 کو جاری کیا گیا۔ xyxy=(843,1506,956,1577)
gavel-icon xyxy=(141,30,159,42)
serial-number: 7 xyxy=(453,854,475,871)
notice-body: بعدالت سینئر سول جج کراچی شرقی مقدمہ نمبر 2026 بنام اسٹیٹ مدعا علیہ کو بذریعہ اشتہار ہذا مطلع کیا جاتا ہے کہ وہ مورخہ 2026-08-20 کو صبح 8:30 بجے عدالت میں حاضر ہو بصورت دیگر یکطرفہ کاروائی عمل میں لائی جائے گی۔ بحکم عدالت آج مورخہ 2026 کو جاری کیا گیا۔ xyxy=(483,695,596,766)
table-row xyxy=(3,568,234,585)
work-description: No Culvert Village+01 Deh-142 UC xyxy=(386,935,453,959)
notice-body: بعدالت سینئر سول جج کراچی شرقی مقدمہ نمبر 2026 بنام اسٹیٹ مدعا علیہ کو بذریعہ اشتہار ہذا مطلع کیا جاتا ہے کہ وہ مورخہ 2026-08-20 کو صبح 8:30 بجے عدالت میں حاضر ہو بصورت دیگر یکطرفہ کاروائی عمل میں لائی جائے گی۔ بحکم عدالت آج مورخہ 2026 کو جاری کیا گیا۔ xyxy=(723,271,836,342)
estimated-cost: 0.399 xyxy=(355,983,386,1007)
notice-body: بعدالت سینئر سول جج کراچی شرقی مقدمہ نمبر 2026 بنام اسٹیٹ مدعا علیہ کو بذریعہ اشتہار ہذا مطلع کیا جاتا ہے کہ وہ مورخہ 2026-08-20 کو صبح 8:30 بجے عدالت میں حاضر ہو بصورت دیگر یکطرفہ کاروائی عمل میں لائی جائے گی۔ بحکم عدالت آج مورخہ 2026 کو جاری کیا گیا۔ xyxy=(843,1224,956,1295)
court-notice-banner: کورٹ نوٹس xyxy=(723,26,836,46)
earnest-money: 0.282 xyxy=(323,888,355,912)
work-description: واٹر سپلائی اسکیم (پائپ لائن کی تنصیب) xyxy=(131,568,225,585)
tender-fee: 1500/- xyxy=(66,584,89,601)
completion-time: 6 ماہ xyxy=(271,837,297,854)
notice-body: بعدالت سینئر سول جج کراچی شرقی مقدمہ نمبر 2026 بنام اسٹیٹ مدعا علیہ کو بذریعہ اشتہار ہذا مطلع کیا جاتا ہے کہ وہ مورخہ 2026-08-20 کو صبح 8:30 بجے عدالت میں حاضر ہو بصورت دیگر یکطرفہ کاروائی عمل میں لائی جائے گی۔ بحکم عدالت آج مورخہ 2026 کو جاری کیا گیا۔ xyxy=(483,554,596,625)
table-header-cell: اسکیم / کام کی تفصیل xyxy=(386,686,453,717)
pec-category: ضرورت کے مطابق xyxy=(3,584,49,601)
pec-category: ضرورت کے مطابق xyxy=(242,871,272,888)
tender-fee: 1500/- xyxy=(298,935,323,959)
earnest-money: 0.381 xyxy=(323,717,355,741)
serial-number: 2 xyxy=(225,584,234,601)
website-link[interactable]: Visit our web site:http://www.ummat.com.pk xyxy=(4,3,234,17)
notice-body: بعدالت سینئر سول جج کراچی شرقی مقدمہ نمبر 2026 بنام اسٹیٹ مدعا علیہ کو بذریعہ اشتہار ہذا مطلع کیا جاتا ہے کہ وہ مورخہ 2026-08-20 کو صبح 8:30 بجے عدالت میں حاضر ہو بصورت دیگر یکطرفہ کاروائی عمل میں لائی جائے گی۔ بحکم عدالت آج مورخہ 2026 کو جاری کیا گیا۔ xyxy=(723,483,836,554)
notice-body: بعدالت سینئر سول جج کراچی شرقی مقدمہ نمبر 2026 بنام اسٹیٹ مدعا علیہ کو بذریعہ اشتہار ہذا مطلع کیا جاتا ہے کہ وہ مورخہ 2026-08-20 کو صبح 8:30 بجے عدالت میں حاضر ہو بصورت دیگر یکطرفہ کاروائی عمل میں لائی جائے گی۔ بحکم عدالت آج مورخہ 2026 کو جاری کیا گیا۔ xyxy=(843,1577,956,1648)
notice-body: بعدالت سینئر سول جج کراچی شرقی مقدمہ نمبر 2026 بنام اسٹیٹ مدعا علیہ کو بذریعہ اشتہار ہذا مطلع کیا جاتا ہے کہ وہ مورخہ 2026-08-20 کو صبح 8:30 بجے عدالت میں حاضر ہو بصورت دیگر یکطرفہ کاروائی عمل میں لائی جائے گی۔ بحکم عدالت آج مورخہ 2026 کو جاری کیا گیا۔ xyxy=(603,1190,716,1261)
notice-body: بعدالت سینئر سول جج کراچی شرقی مقدمہ نمبر 2026 بنام اسٹیٹ مدعا علیہ کو بذریعہ اشتہار ہذا مطلع کیا جاتا ہے کہ وہ مورخہ 2026-08-20 کو صبح 8:30 بجے عدالت میں حاضر ہو بصورت دیگر یکطرفہ کاروائی عمل میں لائی جائے گی۔ بحکم عدالت آج مورخہ 2026 کو جاری کیا گیا۔ xyxy=(483,1684,596,1755)
estimated-cost: 9.677 xyxy=(355,789,386,813)
tender-fee: 5000/- xyxy=(298,741,323,765)
notice-code: Best-59 xyxy=(3,484,116,492)
tender-fee: 5000/- xyxy=(298,888,323,912)
gavel-icon xyxy=(501,30,519,42)
tender-term: مجاز اتھارٹی کسی بھی یا تمام ٹینڈرز کو مسترد کرنے کا حق رکھتی ہے۔ xyxy=(2,736,234,745)
completion-time: 6 ماہ xyxy=(271,959,297,983)
tender-term: ICAP، انکم ٹیکس اور سیلز ٹیکس کے گوشوارے منسلک کیے جائیں۔ xyxy=(2,724,234,733)
sindh-seal-icon xyxy=(438,571,472,611)
phone-number: 021-35655270,71,72 xyxy=(845,134,954,172)
pec-category: C-6 اور اس سے اوپر xyxy=(242,717,272,741)
notice-column-7 xyxy=(120,22,240,562)
table-header-cell: ٹینڈر فیس xyxy=(298,686,323,717)
estimated-cost: 1.859 xyxy=(355,837,386,854)
notice-body: بعدالت سینئر سول جج کراچی شرقی مقدمہ نمبر 2026 بنام اسٹیٹ مدعا علیہ کو بذریعہ اشتہار ہذا مطلع کیا جاتا ہے کہ وہ مورخہ 2026-08-20 کو صبح 8:30 بجے عدالت میں حاضر ہو بصورت دیگر یکطرفہ کاروائی عمل میں لائی جائے گی۔ بحکم عدالت آج مورخہ 2026 کو جاری کیا گیا۔ xyxy=(603,1119,716,1190)
notice-body: بعدالت سینئر سول جج کراچی شرقی مقدمہ نمبر 2026 بنام اسٹیٹ مدعا علیہ کو بذریعہ اشتہار ہذا مطلع کیا جاتا ہے کہ وہ مورخہ 2026-08-20 کو صبح 8:30 بجے عدالت میں حاضر ہو بصورت دیگر یکطرفہ کاروائی عمل میں لائی جائے گی۔ بحکم عدالت آج مورخہ 2026 کو جاری کیا گیا۔ xyxy=(723,695,836,766)
notice-body: بعدالت سینئر سول جج کراچی شرقی مقدمہ نمبر 2026 بنام اسٹیٹ مدعا علیہ کو بذریعہ اشتہار ہذا مطلع کیا جاتا ہے کہ وہ مورخہ 2026-08-20 کو صبح 8:30 بجے عدالت میں حاضر ہو بصورت دیگر یکطرفہ کاروائی عمل میں لائی جائے گی۔ بحکم عدالت آج مورخہ 2026 کو جاری کیا گیا۔ xyxy=(483,261,596,332)
table-header-cell: PEC زمرہ xyxy=(242,686,272,717)
notice-body: بعدالت سینئر سول جج کراچی شرقی مقدمہ نمبر 2026 بنام اسٹیٹ مدعا علیہ کو بذریعہ اشتہار ہذا مطلع کیا جاتا ہے کہ وہ مورخہ 2026-08-20 کو صبح 8:30 بجے عدالت میں حاضر ہو بصورت دیگر یکطرفہ کاروائی عمل میں لائی جائے گی۔ بحکم عدالت آج مورخہ 2026 کو جاری کیا گیا۔ xyxy=(723,190,836,261)
notice-body: بعدالت سینئر سول جج کراچی شرقی مقدمہ نمبر 2026 بنام اسٹیٹ مدعا علیہ کو بذریعہ اشتہار ہذا مطلع کیا جاتا ہے کہ وہ مورخہ 2026-08-20 کو صبح 8:30 بجے عدالت میں حاضر ہو بصورت دیگر یکطرفہ کاروائی عمل میں لائی جائے گی۔ بحکم عدالت آج مورخہ 2026 کو جاری کیا گیا۔ xyxy=(723,1190,836,1261)
notice-body: بعدالت سینئر سول جج کراچی شرقی مقدمہ نمبر 2026 بنام اسٹیٹ مدعا علیہ کو بذریعہ اشتہار ہذا مطلع کیا جاتا ہے کہ وہ مورخہ 2026-08-20 کو صبح 8:30 بجے عدالت میں حاضر ہو بصورت دیگر یکطرفہ کاروائی عمل میں لائی جائے گی۔ بحکم عدالت آج مورخہ 2026 کو جاری کیا گیا۔ xyxy=(603,1331,716,1402)
tender-term: ٹینڈر کھولنے کی تاریخ 15-09-2026 وقت 01:30 بجے دوپہر xyxy=(2,676,234,685)
pec-category: C-6 اور اس سے اوپر xyxy=(242,888,272,912)
notice-body: بعدالت سینئر سول جج کراچی شرقی مقدمہ نمبر 2026 بنام اسٹیٹ مدعا علیہ کو بذریعہ اشتہار ہذا مطلع کیا جاتا ہے کہ وہ مورخہ 2026-08-20 کو صبح 8:30 بجے عدالت میں حاضر ہو بصورت دیگر یکطرفہ کاروائی عمل میں لائی جائے گی۔ بحکم عدالت آج مورخہ 2026 کو جاری کیا گیا۔ xyxy=(483,402,596,473)
serial-number: 13 xyxy=(453,983,475,1007)
tender-fee: 1500/- xyxy=(298,854,323,871)
table-row xyxy=(242,935,476,959)
table-row xyxy=(242,911,476,935)
notice-body: بعدالت سینئر سول جج کراچی شرقی مقدمہ نمبر 2026 بنام اسٹیٹ مدعا علیہ کو بذریعہ اشتہار ہذا مطلع کیا جاتا ہے کہ وہ مورخہ 2026-08-20 کو صبح 8:30 بجے عدالت میں حاضر ہو بصورت دیگر یکطرفہ کاروائی عمل میں لائی جائے گی۔ بحکم عدالت آج مورخہ 2026 کو جاری کیا گیا۔ xyxy=(483,978,596,1049)
tender-main xyxy=(237,565,480,1771)
completion-time: 6 ماہ xyxy=(271,935,297,959)
earnest-money: 0.050 xyxy=(323,854,355,871)
serial-number: 11 xyxy=(453,935,475,959)
tender-fee: 5000/- xyxy=(298,717,323,741)
tender-term: EPADS پر رجسٹرڈ بولی دہندگان ہی بولی جمع کرا سکتے ہیں۔ xyxy=(2,653,234,662)
notice-column-2 xyxy=(720,22,840,1770)
pec-category: ضرورت کے مطابق xyxy=(242,854,272,871)
notice-body: بعدالت سینئر سول جج کراچی شرقی مقدمہ نمبر 2026 بنام اسٹیٹ مدعا علیہ کو بذریعہ اشتہار ہذا مطلع کیا جاتا ہے کہ وہ مورخہ 2026-08-20 کو صبح 8:30 بجے عدالت میں حاضر ہو بصورت دیگر یکطرفہ کاروائی عمل میں لائی جائے گی۔ بحکم عدالت آج مورخہ 2026 کو جاری کیا گیا۔ xyxy=(603,413,716,484)
table-row xyxy=(242,983,476,1007)
tender-fee: 1500/- xyxy=(298,837,323,854)
notice-body: بعدالت سینئر سول جج کراچی شرقی مقدمہ نمبر 2026 بنام اسٹیٹ مدعا علیہ کو بذریعہ اشتہار ہذا مطلع کیا جاتا ہے کہ وہ مورخہ 2026-08-20 کو صبح 8:30 بجے عدالت میں حاضر ہو بصورت دیگر یکطرفہ کاروائی عمل میں لائی جائے گی۔ بحکم عدالت آج مورخہ 2026 کو جاری کیا گیا۔ xyxy=(363,120,476,191)
table-row xyxy=(242,871,476,888)
notice-body: بعدالت سینئر سول جج کراچی شرقی مقدمہ نمبر 2026 بنام اسٹیٹ مدعا علیہ کو بذریعہ اشتہار ہذا مطلع کیا جاتا ہے کہ وہ مورخہ 2026-08-20 کو صبح 8:30 بجے عدالت میں حاضر ہو بصورت دیگر یکطرفہ کاروائی عمل میں لائی جائے گی۔ بحکم عدالت آج مورخہ 2026 کو جاری کیا گیا۔ xyxy=(843,1153,956,1224)
notice-body: بعدالت سینئر سول جج کراچی شرقی مقدمہ نمبر 2026 بنام اسٹیٹ مدعا علیہ کو بذریعہ اشتہار ہذا مطلع کیا جاتا ہے کہ وہ مورخہ 2026-08-20 کو صبح 8:30 بجے عدالت میں حاضر ہو بصورت دیگر یکطرفہ کاروائی عمل میں لائی جائے گی۔ بحکم عدالت آج مورخہ 2026 کو جاری کیا گیا۔ xyxy=(843,1718,956,1789)
notice-body: بعدالت سینئر سول جج کراچی شرقی مقدمہ نمبر 2026 بنام اسٹیٹ مدعا علیہ کو بذریعہ اشتہار ہذا مطلع کیا جاتا ہے کہ وہ مورخہ 2026-08-20 کو صبح 8:30 بجے عدالت میں حاضر ہو بصورت دیگر یکطرفہ کاروائی عمل میں لائی جائے گی۔ بحکم عدالت آج مورخہ 2026 کو جاری کیا گیا۔ xyxy=(603,483,716,554)
completion-time: 6 ماہ xyxy=(48,601,66,618)
tender-fee: 1500/- xyxy=(298,871,323,888)
notice-body: بعدالت سینئر سول جج کراچی شرقی مقدمہ نمبر 2026 بنام اسٹیٹ مدعا علیہ کو بذریعہ اشتہار ہذا مطلع کیا جاتا ہے کہ وہ مورخہ 2026-08-20 کو صبح 8:30 بجے عدالت میں حاضر ہو بصورت دیگر یکطرفہ کاروائی عمل میں لائی جائے گی۔ بحکم عدالت آج مورخہ 2026 کو جاری کیا گیا۔ xyxy=(723,554,836,625)
signature-title: ایگزیکٹو انجینئر xyxy=(4,1703,232,1713)
table-row xyxy=(3,601,234,618)
serial-number: 4 xyxy=(453,789,475,813)
notice-body: بعدالت سینئر سول جج کراچی شرقی مقدمہ نمبر 2026 بنام اسٹیٹ مدعا علیہ کو بذریعہ اشتہار ہذا مطلع کیا جاتا ہے کہ وہ مورخہ 2026-08-20 کو صبح 8:30 بجے عدالت میں حاضر ہو بصورت دیگر یکطرفہ کاروائی عمل میں لائی جائے گی۔ بحکم عدالت آج مورخہ 2026 کو جاری کیا گیا۔ xyxy=(723,1613,836,1684)
tender-intro: (EPADS) E-Pak Acquisition and Disposal System کے ذریعے قابل ٹھیکیداروں سے ٹینڈرز طلب کیے جاتے ہیں https://portalsindh.eprocure.gov.pk xyxy=(241,664,476,682)
notice-body: بعدالت سینئر سول جج کراچی شرقی مقدمہ نمبر 2026 بنام اسٹیٹ مدعا علیہ کو بذریعہ اشتہار ہذا مطلع کیا جاتا ہے کہ وہ مورخہ 2026-08-20 کو صبح 8:30 بجے عدالت میں حاضر ہو بصورت دیگر یکطرفہ کاروائی عمل میں لائی جائے گی۔ بحکم عدالت آج مورخہ 2026 کو جاری کیا گیا۔ xyxy=(843,588,956,659)
pec-category: ضرورت کے مطابق xyxy=(3,601,49,618)
ref-date: 19-08-2026 xyxy=(241,620,276,628)
earnest-money: 0.468 xyxy=(323,813,355,837)
notice-banner: ضروری xyxy=(843,179,956,199)
signature-place: میر پور خاص xyxy=(4,1723,232,1733)
notice-body: بعدالت سینئر سول جج کراچی شرقی مقدمہ نمبر 2026 بنام اسٹیٹ مدعا علیہ کو بذریعہ اشتہار ہذا مطلع کیا جاتا ہے کہ وہ مورخہ 2026-08-20 کو صبح 8:30 بجے عدالت میں حاضر ہو بصورت دیگر یکطرفہ کاروائی عمل میں لائی جائے گی۔ بحکم عدالت آج مورخہ 2026 کو جاری کیا گیا۔ xyxy=(603,1543,716,1614)
table-row xyxy=(242,959,476,983)
notice-body: بعدالت سینئر سول جج کراچی شرقی مقدمہ نمبر 2026 بنام اسٹیٹ مدعا علیہ کو بذریعہ اشتہار ہذا مطلع کیا جاتا ہے کہ وہ مورخہ 2026-08-20 کو صبح 8:30 بجے عدالت میں حاضر ہو بصورت دیگر یکطرفہ کاروائی عمل میں لائی جائے گی۔ بحکم عدالت آج مورخہ 2026 کو جاری کیا گیا۔ xyxy=(123,130,236,201)
estimated-cost: 3.656 xyxy=(110,584,131,601)
completion-time: 6 ماہ xyxy=(271,813,297,837)
notice-body: بعدالت سینئر سول جج کراچی شرقی مقدمہ نمبر 2026 بنام اسٹیٹ مدعا علیہ کو بذریعہ اشتہار ہذا مطلع کیا جاتا ہے کہ وہ مورخہ 2026-08-20 کو صبح 8:30 بجے عدالت میں حاضر ہو بصورت دیگر یکطرفہ کاروائی عمل میں لائی جائے گی۔ بحکم عدالت آج مورخہ 2026 کو جاری کیا گیا۔ xyxy=(843,376,956,447)
notice-column-5 xyxy=(360,22,480,562)
rate-line: حرف =/100 روپے فی سطر xyxy=(845,83,954,110)
earnest-money: 0.183 xyxy=(89,584,110,601)
pec-category: ضرورت کے مطابق xyxy=(242,983,272,1007)
notice-code: Best-41 xyxy=(483,474,596,482)
notice-code: Best-50 xyxy=(3,121,116,129)
notice-body: بعدالت سینئر سول جج کراچی شرقی مقدمہ نمبر 2026 بنام اسٹیٹ مدعا علیہ کو بذریعہ اشتہار ہذا مطلع کیا جاتا ہے کہ وہ مورخہ 2026-08-20 کو صبح 8:30 بجے عدالت میں حاضر ہو بصورت دیگر یکطرفہ کاروائی عمل میں لائی جائے گی۔ بحکم عدالت آج مورخہ 2026 کو جاری کیا گیا۔ xyxy=(603,695,716,766)
notice-body: بعدالت سینئر سول جج کراچی شرقی مقدمہ نمبر 2026 بنام اسٹیٹ مدعا علیہ کو بذریعہ اشتہار ہذا مطلع کیا جاتا ہے کہ وہ مورخہ 2026-08-20 کو صبح 8:30 بجے عدالت میں حاضر ہو بصورت دیگر یکطرفہ کاروائی عمل میں لائی جائے گی۔ بحکم عدالت آج مورخہ 2026 کو جاری کیا گیا۔ xyxy=(843,518,956,589)
earnest-money: 0.527 xyxy=(323,765,355,789)
gavel-icon xyxy=(21,30,39,42)
notice-body: بعدالت سینئر سول جج کراچی شرقی مقدمہ نمبر 2026 بنام اسٹیٹ مدعا علیہ کو بذریعہ اشتہار ہذا مطلع کیا جاتا ہے کہ وہ مورخہ 2026-08-20 کو صبح 8:30 بجے عدالت میں حاضر ہو بصورت دیگر یکطرفہ کاروائی عمل میں لائی جائے گی۔ بحکم عدالت آج مورخہ 2026 کو جاری کیا گیا۔ xyxy=(723,1048,836,1119)
notice-body: بعدالت سینئر سول جج کراچی شرقی مقدمہ نمبر 2026 بنام اسٹیٹ مدعا علیہ کو بذریعہ اشتہار ہذا مطلع کیا جاتا ہے کہ وہ مورخہ 2026-08-20 کو صبح 8:30 بجے عدالت میں حاضر ہو بصورت دیگر یکطرفہ کاروائی عمل میں لائی جائے گی۔ بحکم عدالت آج مورخہ 2026 کو جاری کیا گیا۔ xyxy=(843,871,956,942)
work-description: UC-08 ڈرینیج اسکیم سیوریج لائن xyxy=(386,813,453,837)
notice-body: بعدالت سینئر سول جج کراچی شرقی مقدمہ نمبر 2026 بنام اسٹیٹ مدعا علیہ کو بذریعہ اشتہار ہذا مطلع کیا جاتا ہے کہ وہ مورخہ 2026-08-20 کو صبح 8:30 بجے عدالت میں حاضر ہو بصورت دیگر یکطرفہ کاروائی عمل میں لائی جائے گی۔ بحکم عدالت آج مورخہ 2026 کو جاری کیا گیا۔ xyxy=(723,1684,836,1755)
ref-number: No.TC/NIT/217/2026 xyxy=(241,610,301,618)
table-header-cell: تکمیل کی مدت xyxy=(271,686,297,717)
completion-time: 6 ماہ xyxy=(48,618,66,635)
notice-body: بعدالت سینئر سول جج کراچی شرقی مقدمہ نمبر 2026 بنام اسٹیٹ مدعا علیہ کو بذریعہ اشتہار ہذا مطلع کیا جاتا ہے کہ وہ مورخہ 2026-08-20 کو صبح 8:30 بجے عدالت میں حاضر ہو بصورت دیگر یکطرفہ کاروائی عمل میں لائی جائے گی۔ بحکم عدالت آج مورخہ 2026 کو جاری کیا گیا۔ xyxy=(363,332,476,403)
notice-body: بعدالت سینئر سول جج کراچی شرقی مقدمہ نمبر 2026 بنام اسٹیٹ مدعا علیہ کو بذریعہ اشتہار ہذا مطلع کیا جاتا ہے کہ وہ مورخہ 2026-08-20 کو صبح 8:30 بجے عدالت میں حاضر ہو بصورت دیگر یکطرفہ کاروائی عمل میں لائی جائے گی۔ بحکم عدالت آج مورخہ 2026 کو جاری کیا گیا۔ xyxy=(243,201,356,272)
work-description: No Culvert Village+01 UC-Deh-142/12 xyxy=(386,959,453,983)
tender-terms xyxy=(2,641,234,744)
notice-body: بعدالت سینئر سول جج کراچی شرقی مقدمہ نمبر 2026 بنام اسٹیٹ مدعا علیہ کو بذریعہ اشتہار ہذا مطلع کیا جاتا ہے کہ وہ مورخہ 2026-08-20 کو صبح 8:30 بجے عدالت میں حاضر ہو بصورت دیگر یکطرفہ کاروائی عمل میں لائی جائے گی۔ بحکم عدالت آج مورخہ 2026 کو جاری کیا گیا۔ xyxy=(603,49,716,120)
classified-column xyxy=(840,22,960,1770)
notice-column-3 xyxy=(600,22,720,1770)
notice-body: بعدالت سینئر سول جج کراچی شرقی مقدمہ نمبر 2026 بنام اسٹیٹ مدعا علیہ کو بذریعہ اشتہار ہذا مطلع کیا جاتا ہے کہ وہ مورخہ 2026-08-20 کو صبح 8:30 بجے عدالت میں حاضر ہو بصورت دیگر یکطرفہ کاروائی عمل میں لائی جائے گی۔ بحکم عدالت آج مورخہ 2026 کو جاری کیا گیا۔ xyxy=(483,1260,596,1331)
tender-fee: 1500/- xyxy=(298,959,323,983)
notice-body: بعدالت سینئر سول جج کراچی شرقی مقدمہ نمبر 2026 بنام اسٹیٹ مدعا علیہ کو بذریعہ اشتہار ہذا مطلع کیا جاتا ہے کہ وہ مورخہ 2026-08-20 کو صبح 8:30 بجے عدالت میں حاضر ہو بصورت دیگر یکطرفہ کاروائی عمل میں لائی جائے گی۔ بحکم عدالت آج مورخہ 2026 کو جاری کیا گیا۔ xyxy=(723,1331,836,1402)
completion-time: 6 ماہ xyxy=(271,789,297,813)
notice-body: بعدالت سینئر سول جج کراچی شرقی مقدمہ نمبر 2026 بنام اسٹیٹ مدعا علیہ کو بذریعہ اشتہار ہذا مطلع کیا جاتا ہے کہ وہ مورخہ 2026-08-20 کو صبح 8:30 بجے عدالت میں حاضر ہو بصورت دیگر یکطرفہ کاروائی عمل میں لائی جائے گی۔ بحکم عدالت آج مورخہ 2026 کو جاری کیا گیا۔ xyxy=(723,1401,836,1472)
estimated-cost: 2.416 xyxy=(110,568,131,585)
completion-time: 6 ماہ xyxy=(271,983,297,1007)
notice-body: بعدالت سینئر سول جج کراچی شرقی مقدمہ نمبر 2026 بنام اسٹیٹ مدعا علیہ کو بذریعہ اشتہار ہذا مطلع کیا جاتا ہے کہ وہ مورخہ 2026-08-20 کو صبح 8:30 بجے عدالت میں حاضر ہو بصورت دیگر یکطرفہ کاروائی عمل میں لائی جائے گی۔ بحکم عدالت آج مورخہ 2026 کو جاری کیا گیا۔ xyxy=(3,342,116,413)
notice-body: بعدالت سینئر سول جج کراچی شرقی مقدمہ نمبر 2026 بنام اسٹیٹ مدعا علیہ کو بذریعہ اشتہار ہذا مطلع کیا جاتا ہے کہ وہ مورخہ 2026-08-20 کو صبح 8:30 بجے عدالت میں حاضر ہو بصورت دیگر یکطرفہ کاروائی عمل میں لائی جائے گی۔ بحکم عدالت آج مورخہ 2026 کو جاری کیا گیا۔ xyxy=(603,1260,716,1331)
